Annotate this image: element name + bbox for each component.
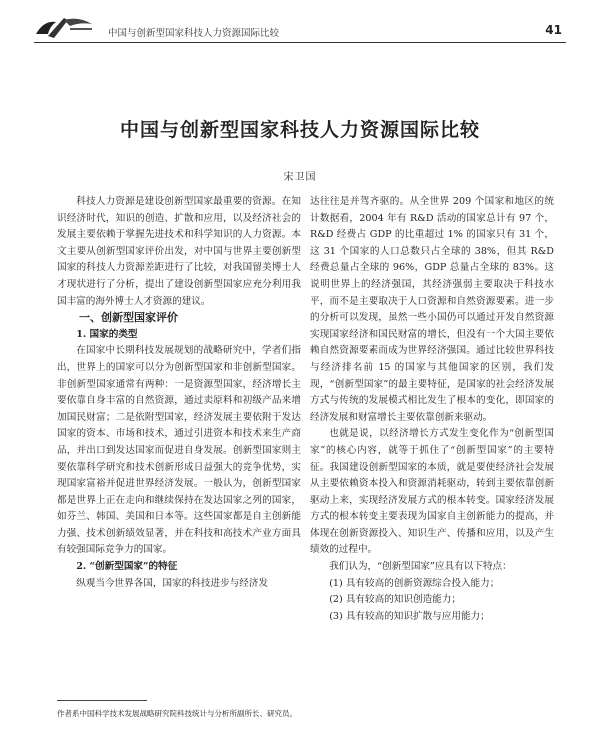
feature-list (310, 576, 554, 626)
subsection-heading-1: 1. 国家的类型 (76, 328, 138, 340)
footnote: 作者系中国科学技术发展战略研究院科技统计与分析所副所长、研究员。 (57, 709, 297, 718)
paper-title: 中国与创新型国家科技人力资源国际比较 (119, 119, 480, 141)
body-paragraph: 我们认为，“创新型国家”应具有以下特点： (329, 561, 512, 573)
body-paragraph: 也就是说，以经济增长方式发生变化作为“创新型国家”的核心内容，就等于抓住了“创新型国家”的主要特征。我国建设创新型国家的本质，就是要使经济社会发展从主要依赖资本投入和资源消耗驱动，转到主要依靠创新驱动上来，实现经济发展方式的根本转变。国家经济发展方式的根本转变主要表现为国家自主创新能力的提高，并体现在创新资源投入、知识生产、传播和应用，以及产生绩效的过程中。 (310, 428, 554, 556)
footnote-rule (57, 700, 147, 701)
list-item: (2) 具有较高的知识创造能力； (329, 594, 461, 606)
subsection-heading-2: 2. “创新型国家”的特征 (76, 561, 178, 573)
left-column (57, 194, 301, 592)
abstract: 科技人力资源是建设创新型国家最重要的资源。在知识经济时代，知识的创造、扩散和应用，以及经济社会的发展主要依赖于掌握先进技术和科学知识的人力资源。本文主要从创新型国家评价出发，对中国与世界主要创新型国家的科技人力资源差距进行了比较，对我国留美博士人才现状进行了分析，提出了建设创新型国家应充分利用我国丰富的海外博士人才资源的建议。 (57, 196, 301, 307)
right-column (310, 194, 554, 625)
body-paragraph: 达往往是并驾齐驱的。从全世界 209 个国家和地区的统计数据看，2004 年有 R&D 活动的国家总计有 97 个，R&D 经费占 GDP 的比重超过 1% 的国家只有 31 个，这 31 个国家的人口总数只占全球的 38%，但其 R&D 经费总量占全球的 96%，GDP 总量占全球的 83%。这说明世界上的经济强国，其经济强弱主要取决于科技水平，而不是主要取决于人口资源和自然资源要素。进一步的分析可以发现，虽然一些小国仍可以通过开发自然资源实现国家经济和国民财富的增长，但没有一个大国主要依赖自然资源要素而成为世界经济强国。通过比较世界科技与经济排名前 15 的国家与其他国家的区别，我们发现，“创新型国家”的最主要特征，是国家的社会经济发展方式与传统的发展模式相比发生了根本的变化，即国家的经济发展和财富增长主要依靠创新来驱动。 (310, 196, 554, 423)
header-rule (34, 42, 566, 43)
running-title: 中国与创新型国家科技人力资源国际比较 (108, 28, 280, 39)
journal-logo-icon (34, 14, 94, 40)
list-item: (3) 具有较高的知识扩散与应用能力； (329, 610, 490, 622)
body-paragraph: 在国家中长期科技发展规划的战略研究中，学者们指出，世界上的国家可以分为创新型国家和非创新型国家。非创新型国家通常有两种：一是资源型国家，经济增长主要依靠自身丰富的自然资源，通过卖原料和初级产品来增加国民财富；二是依附型国家，经济发展主要依附于发达国家的资本、市场和技术，通过引进资本和技术来生产商品，并出口到发达国家而促进自身发展。创新型国家则主要依靠科学研究和技术创新形成日益强大的竞争优势，实现国家富裕并促进世界经济发展。一般认为，创新型国家都是世界上正在走向和继续保持在发达国家之列的国家，如芬兰、韩国、美国和日本等。这些国家都是自主创新能力强、技术创新绩效显著，并在科技和高技术产业方面具有较强国际竞争力的国家。 (57, 345, 301, 556)
section-heading: 一、创新型国家评价 (79, 311, 178, 325)
author-name: 宋卫国 (283, 172, 317, 183)
running-header (34, 14, 566, 42)
list-item: (1) 具有较高的创新资源综合投入能力； (329, 577, 500, 589)
page-number: 41 (545, 23, 562, 37)
body-paragraph: 纵观当今世界各国，国家的科技进步与经济发 (76, 577, 269, 589)
